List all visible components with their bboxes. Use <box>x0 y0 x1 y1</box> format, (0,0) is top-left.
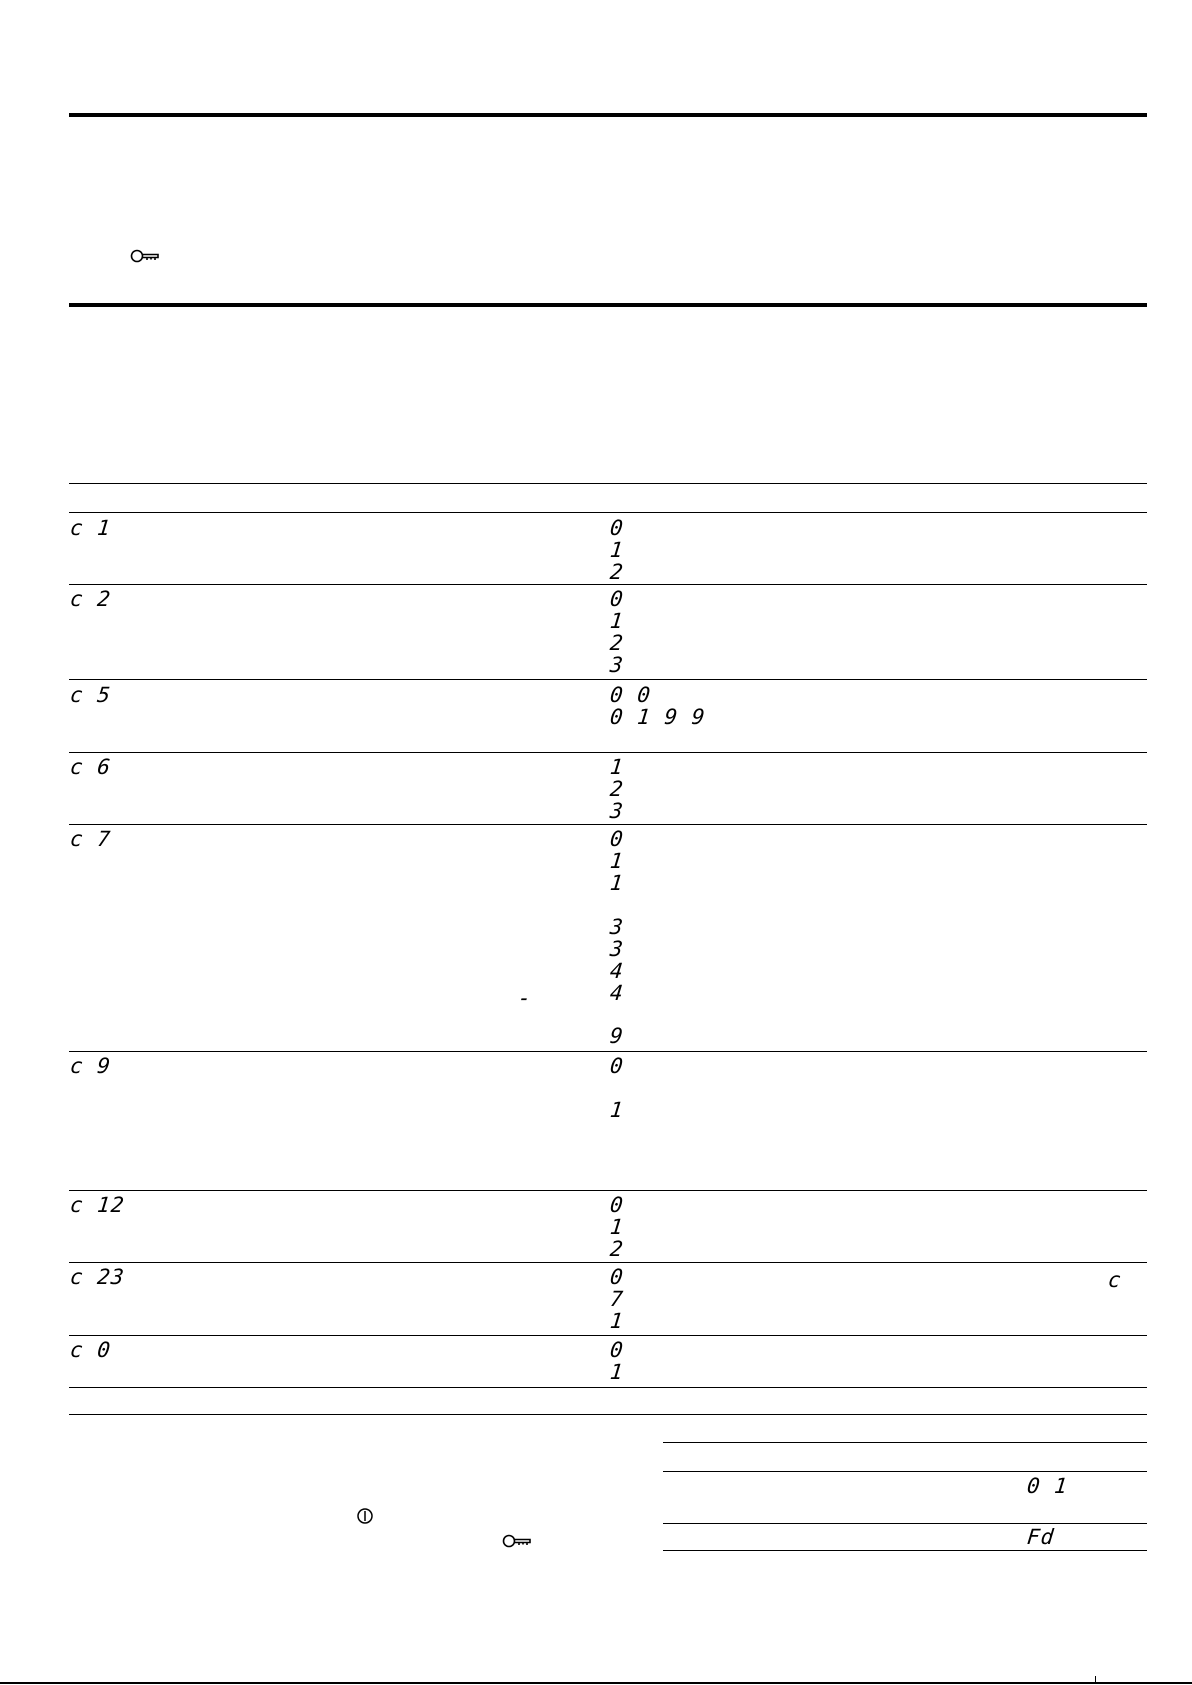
row-divider <box>69 584 1147 585</box>
dash-mark: - <box>516 986 533 1010</box>
error-table-header-rule <box>663 1471 1147 1472</box>
setting-value: 1 <box>608 1360 625 1384</box>
row-divider <box>69 679 1147 680</box>
error-table-bottom-rule <box>663 1550 1147 1551</box>
setting-value: 1 <box>608 871 625 895</box>
setting-value: 1 <box>608 1215 625 1239</box>
setting-code-c9: c 9 <box>68 1054 113 1078</box>
error-table-top-rule <box>663 1442 1147 1443</box>
row-divider <box>69 1051 1147 1052</box>
setting-value: 0 <box>608 1193 625 1217</box>
power-icon <box>356 1507 374 1525</box>
row-divider <box>69 1190 1147 1191</box>
row-divider <box>69 1262 1147 1263</box>
setting-value: 0 <box>608 587 625 611</box>
setting-value: 1 <box>608 1309 625 1333</box>
setting-value: 3 <box>608 937 625 961</box>
table-header-rule <box>69 512 1147 513</box>
setting-value: 3 <box>608 915 625 939</box>
heading-rule-bottom <box>69 303 1147 307</box>
setting-value: 3 <box>608 799 625 823</box>
row-divider <box>69 1335 1147 1336</box>
setting-code-c6: c 6 <box>68 755 113 779</box>
setting-value: 1 <box>608 1098 625 1122</box>
setting-value: 0 1 9 9 <box>608 705 707 729</box>
row-divider <box>69 824 1147 825</box>
setting-value: 1 <box>608 755 625 779</box>
table-bottom-rule <box>69 1414 1147 1415</box>
key-icon <box>130 248 160 264</box>
setting-value: 0 <box>608 827 625 851</box>
setting-value: 7 <box>608 1287 625 1311</box>
setting-code-c0: c 0 <box>68 1338 113 1362</box>
setting-value: 2 <box>608 631 625 655</box>
setting-value: 4 <box>608 981 625 1005</box>
setting-value: 3 <box>608 653 625 677</box>
setting-value: 1 <box>608 609 625 633</box>
setting-value: 9 <box>608 1024 625 1048</box>
table-top-rule <box>69 483 1147 484</box>
setting-code-c12: c 12 <box>68 1193 126 1217</box>
setting-value: 4 <box>608 959 625 983</box>
c-mark: c <box>1106 1268 1123 1292</box>
setting-code-c2: c 2 <box>68 587 113 611</box>
key-icon <box>502 1533 532 1549</box>
setting-value: 2 <box>608 560 625 584</box>
setting-value: 0 <box>608 516 625 540</box>
setting-value: 0 <box>608 1054 625 1078</box>
row-divider <box>69 752 1147 753</box>
setting-code-c23: c 23 <box>68 1265 126 1289</box>
error-code: 0 1 <box>1025 1474 1070 1498</box>
heading-rule-top <box>69 113 1147 117</box>
setting-value: 1 <box>608 538 625 562</box>
setting-value: 0 <box>608 1265 625 1289</box>
setting-code-c7: c 7 <box>68 827 113 851</box>
setting-value: 0 0 <box>608 683 653 707</box>
setting-value: 1 <box>608 849 625 873</box>
setting-code-c5: c 5 <box>68 683 113 707</box>
setting-value: 2 <box>608 1237 625 1261</box>
row-divider <box>663 1523 1147 1524</box>
setting-value: 0 <box>608 1338 625 1362</box>
row-divider <box>69 1387 1147 1388</box>
page-bottom-rule <box>0 1682 1192 1684</box>
error-code: Fd <box>1025 1525 1056 1549</box>
page-bottom-tick <box>1095 1676 1096 1684</box>
setting-value: 2 <box>608 777 625 801</box>
setting-code-c1: c 1 <box>68 516 113 540</box>
